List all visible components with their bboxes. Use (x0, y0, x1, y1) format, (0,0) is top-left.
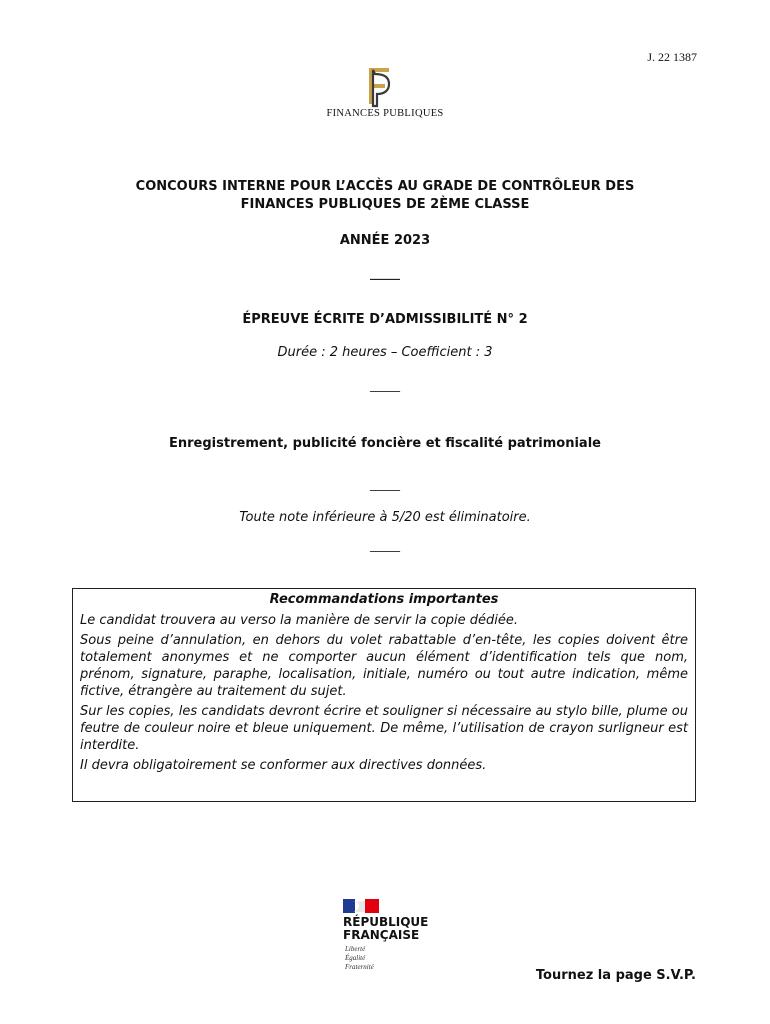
epreuve-title: ÉPREUVE ÉCRITE D’ADMISSIBILITÉ N° 2 (242, 312, 528, 327)
recommendation-item: Sur les copies, les candidats devront écrire et souligner si nécessaire au stylo bille, plume ou feutre de couleur noire et bleue uniquement. De même, l’utilisation de crayon surligneur est interdite. (80, 704, 688, 753)
document-reference: J. 22 1387 (647, 50, 697, 64)
republique-line2: FRANÇAISE (343, 928, 420, 942)
finances-publiques-logo (355, 64, 397, 108)
logo-text: FINANCES PUBLIQUES (326, 108, 444, 119)
recommendations-title: Recommandations importantes (269, 592, 499, 607)
exam-subject: Enregistrement, publicité foncière et fiscalité patrimoniale (169, 436, 601, 451)
exam-year: ANNÉE 2023 (339, 233, 431, 248)
separator: _____ (370, 477, 400, 491)
republique-line1: RÉPUBLIQUE (343, 915, 429, 929)
recommendation-item: Il devra obligatoirement se conformer aux directives données. (80, 758, 487, 773)
motto-egalite: Égalité (345, 954, 366, 962)
separator: _____ (370, 378, 400, 392)
duration-coefficient: Durée : 2 heures – Coefficient : 3 (277, 345, 493, 360)
marianne-flag-logo (343, 899, 379, 913)
recommendations-box (72, 588, 696, 802)
motto-liberte: Liberté (345, 945, 366, 953)
recommendation-item: Le candidat trouvera au verso la manière de servir la copie dédiée. (80, 613, 519, 628)
exam-title-line2: FINANCES PUBLIQUES DE 2ÈME CLASSE (240, 197, 530, 212)
separator: _____ (370, 266, 400, 280)
separator: _____ (370, 538, 400, 552)
turn-page-note: Tournez la page S.V.P. (535, 968, 696, 983)
exam-title-line1: CONCOURS INTERNE POUR L’ACCÈS AU GRADE DE CONTRÔLEUR DES (135, 179, 635, 194)
exam-title (0, 178, 770, 214)
republic-motto (345, 945, 374, 972)
recommendation-item: Sous peine d’annulation, en dehors du volet rabattable d’en-tête, les copies doivent être totalement anonymes et ne comporter aucun élément d’identification tels que nom, prénom, signature, paraphe, localisation, initiale, numéro ou tout autre indication, même fictive, étrangère au traitement du sujet. (80, 633, 688, 699)
elimination-note: Toute note inférieure à 5/20 est éliminatoire. (239, 510, 531, 525)
republique-francaise-text (343, 916, 428, 942)
motto-fraternite: Fraternité (345, 963, 374, 971)
